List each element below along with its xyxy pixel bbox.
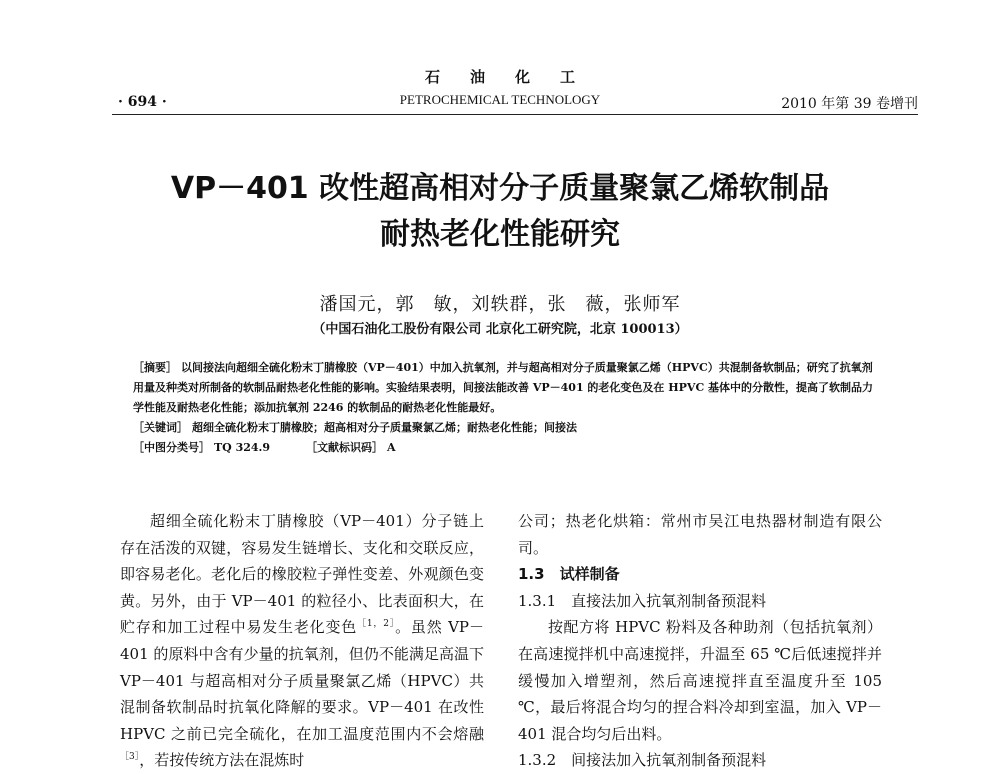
doc-code-label: ［文献标识码］ [306,441,384,454]
clc-label: ［中图分类号］ [133,441,210,454]
keywords-label: ［关键词］ [133,421,188,434]
abstract-text: 以间接法向超细全硫化粉末丁腈橡胶（VP－401）中加入抗氧剂，并与超高相对分子质量聚氯乙烯（HPVC）共混制备软制品；研究了抗氧剂用量及种类对所制备的软制品耐热老化性能的影响。实验结果表明，间接法能改善 VP－401 的老化变色及在 HPVC 基体中的分散性，提高了软制品力学性能及耐热老化性能；添加抗氧剂 2246 的软制品的耐热老化性能最好。 [133,361,874,414]
author-list: 潘国元，郭 敏，刘轶群，张 薇，张师军 [319,294,681,315]
keywords-text: 超细全硫化粉末丁腈橡胶；超高相对分子质量聚氯乙烯；耐热老化性能；间接法 [192,421,577,434]
abstract-paragraph [133,358,877,418]
right-column [518,508,882,774]
subsection-heading-2: 1.3.2 间接法加入抗氧剂制备预混料 [518,751,767,770]
title-line-2: 耐热老化性能研究 [380,217,620,252]
intro-text-part-3: ，若按传统方法在混炼时 [139,751,305,770]
paper-title [0,166,1000,258]
equipment-text: 公司；热老化烘箱：常州市吴江电热器材制造有限公司。 [518,512,882,557]
clc-value: TQ 324.9 [214,441,271,454]
classification-line [133,438,877,458]
abstract-label: ［摘要］ [133,361,177,374]
header-rule [112,114,918,115]
affiliation: （中国石油化工股份有限公司 北京化工研究院，北京 100013） [312,322,688,337]
method-paragraph: 按配方将 HPVC 粉料及各种助剂（包括抗氧剂）在高速搅拌机中高速搅拌，升温至 65 ℃后低速搅拌并缓慢加入增塑剂，然后高速搅拌直至温度升至 105 ℃，最后将混合均匀的捏合料冷却到室温，加入 VP－401 混合均匀后出料。 [518,618,882,743]
left-column [120,508,484,774]
intro-text-part-1: 超细全硫化粉末丁腈橡胶（VP－401）分子链上存在活泼的双键，容易发生链增长、支化和交联反应，即容易老化。老化后的橡胶粒子弹性变差、外观颜色变黄。另外，由于 VP－401 的粒径小、比表面积大，在贮存和加工过程中易发生老化变色 [120,512,484,637]
doc-code-value: A [387,441,396,454]
title-line-1: VP－401 改性超高相对分子质量聚氯乙烯软制品 [170,171,830,206]
citation-2: ［3］ [120,752,140,763]
journal-name-chinese: 石油化工 [424,68,605,86]
intro-text-part-2: 。虽然 VP－401 的原料中含有少量的抗氧剂，但仍不能满足高温下 VP－401 与超高相对分子质量聚氯乙烯（HPVC）共混制备软制品时抗氧化降解的要求。VP－401 在改性 HPVC 之前已完全硫化，在加工温度范围内不会熔融 [120,618,484,743]
abstract-block [133,358,877,458]
page-number: · 694 · [118,94,167,110]
citation-1: ［1，2］ [357,619,396,630]
journal-name-english: PETROCHEMICAL TECHNOLOGY [399,92,601,107]
keywords-line [133,418,877,438]
intro-paragraph [120,508,484,774]
section-heading: 1.3 试样制备 [518,565,620,584]
subsection-heading: 1.3.1 直接法加入抗氧剂制备预混料 [518,591,767,610]
issue-info: 2010 年第 39 卷增刊 [781,96,918,112]
